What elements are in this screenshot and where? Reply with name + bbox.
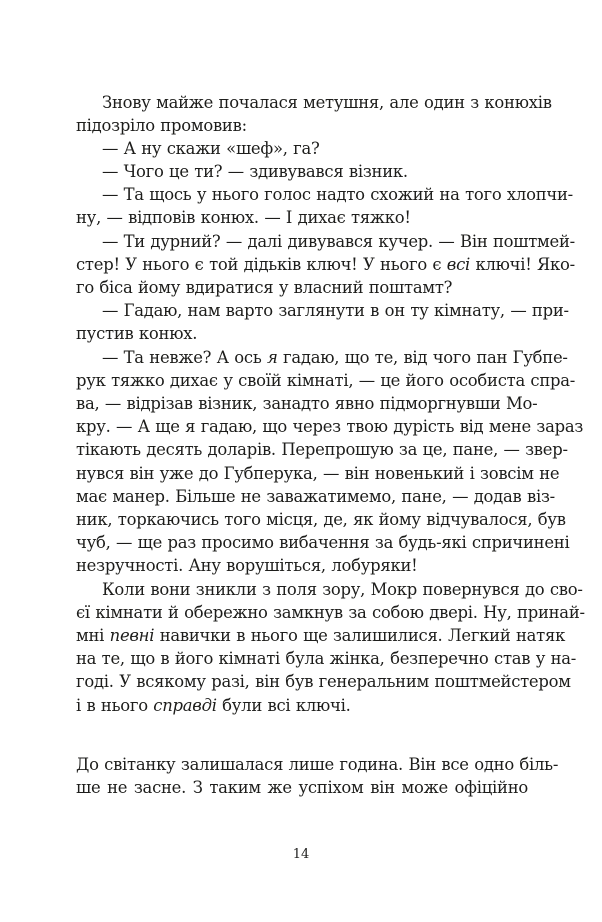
text-line: мні певні навички в нього ще залишилися. Легкий натяк bbox=[76, 626, 566, 645]
text-line: підозріло промовив: bbox=[76, 116, 247, 135]
text-line: ник, торкаючись того місця, де, як йому відчувалося, був bbox=[76, 510, 566, 529]
text-line: нувся він уже до Губперука, — він новенький і зовсім не bbox=[76, 464, 560, 483]
text-line: — Та щось у нього голос надто схожий на того хлопчи- bbox=[102, 185, 573, 204]
text-line: ва, — відрізав візник, занадто явно підморгнувши Мо- bbox=[76, 394, 538, 413]
text-line: ше не засне. З таким же успіхом він може офіційно bbox=[76, 778, 528, 797]
text-line: незручності. Ану ворушіться, лобуряки! bbox=[76, 556, 418, 575]
text-line: має манер. Більше не заважатимемо, пане, — додав віз- bbox=[76, 487, 555, 506]
text-line: — Та невже? А ось я гадаю, що те, від чого пан Губпе- bbox=[102, 348, 568, 367]
text-line: Коли вони зникли з поля зору, Мокр повернувся до сво- bbox=[102, 580, 583, 599]
text-line: чуб, — ще раз просимо вибачення за будь-які спричинені bbox=[76, 533, 570, 552]
text-line: го біса йому вдиратися у власний поштамт? bbox=[76, 278, 453, 297]
text-line: на те, що в його кімнаті була жінка, безперечно став у на- bbox=[76, 649, 577, 668]
text-line: — Гадаю, нам варто заглянути в он ту кімнату, — при- bbox=[102, 301, 569, 320]
text-line: кру. — А ще я гадаю, що через твою дурість від мене зараз bbox=[76, 417, 584, 436]
text-line: єї кімнати й обережно замкнув за собою двері. Ну, принай- bbox=[76, 603, 585, 622]
page-number: 14 bbox=[292, 847, 310, 862]
text-line: — А ну скажи «шеф», га? bbox=[102, 139, 320, 158]
text-line: пустив конюх. bbox=[76, 324, 198, 343]
text-line: ну, — відповів конюх. — І дихає тяжко! bbox=[76, 208, 411, 227]
text-line: і в нього справді були всі ключі. bbox=[76, 696, 351, 715]
text-line: стер! У нього є той дідьків ключ! У нього є всі ключі! Яко- bbox=[76, 255, 575, 274]
text-line: годі. У всякому разі, він був генеральним поштмейстером bbox=[76, 672, 571, 691]
text-line: тікають десять доларів. Перепрошую за це, пане, — звер- bbox=[76, 440, 568, 459]
text-line: рук тяжко дихає у своїй кімнаті, — це його особиста спра- bbox=[76, 371, 576, 390]
text-line: — Ти дурний? — далі дивувався кучер. — Він поштмей- bbox=[102, 232, 575, 251]
text-line: Знову майже почалася метушня, але один з конюхів bbox=[102, 93, 552, 112]
text-line: — Чого це ти? — здивувався візник. bbox=[102, 162, 408, 181]
text-line: До світанку залишалася лише година. Він все одно біль- bbox=[76, 755, 559, 774]
